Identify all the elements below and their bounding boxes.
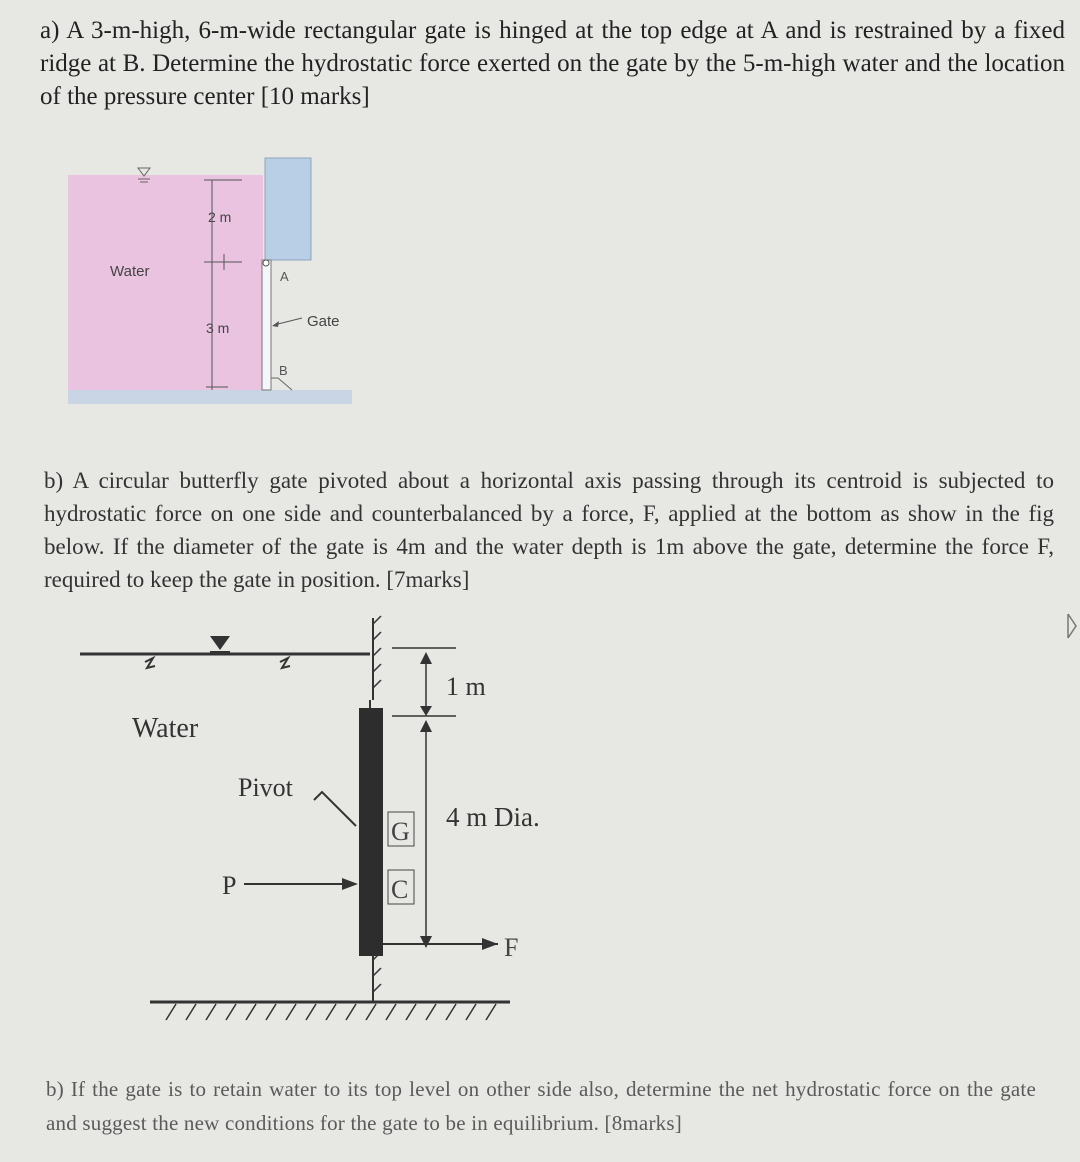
free-surface-icon [210,636,230,650]
hinge-a-label: A [280,269,289,284]
figure-b-svg [70,600,590,1040]
gate-label: Gate [307,313,340,330]
water-region [68,175,263,390]
figure-a-diagram [60,150,360,410]
gate-plate [262,260,271,390]
bracket-icon [1066,612,1078,645]
surface-squiggle [145,658,155,668]
dimension-3m-label: 3 m [206,320,230,336]
ground-strip [68,390,352,404]
force-f-label: F [504,933,519,962]
question-b2-text: b) If the gate is to retain water to its top level on other side also, determine the net hydrostatic force on the gate and suggest the new conditions for the gate to be in equilibrium. [8marks] [46,1077,1036,1135]
ridge-b-icon [271,378,292,390]
centroid-g-label: G [391,817,410,846]
pressure-center-c-label: C [391,875,409,904]
diameter-label: 4 m Dia. [446,802,540,832]
figure-b-diagram [70,600,590,1040]
butterfly-gate [359,708,383,956]
figure-a-svg [60,150,360,410]
wall-block [265,158,311,260]
dimension-1m-label: 1 m [446,672,486,701]
water-label: Water [132,713,199,744]
pivot-label: Pivot [238,773,293,802]
hinge-a-icon [263,260,269,266]
ridge-b-label: B [279,363,288,378]
pressure-force-p-label: P [222,871,237,900]
question-b1-text: b) A circular butterfly gate pivoted about a horizontal axis passing through its centroid is subjected to hydrostatic force on one side and counterbalanced by a force, F, applied at the bottom as show in the fig below. If the diameter of the gate is 4m and the water depth is 1m above the gate, determine the force F, required to keep the gate in position. [7marks] [44,468,1054,592]
question-a-text: a) A 3-m-high, 6-m-wide rectangular gate is hinged at the top edge at A and is restrained by a fixed ridge at B. Determine the hydrostatic force exerted on the gate by the 5-m-high water and the location of the pressure center [10 marks] [40,17,1065,110]
pivot-leader [314,792,356,826]
water-label: Water [110,263,150,280]
dimension-2m-label: 2 m [208,209,232,225]
